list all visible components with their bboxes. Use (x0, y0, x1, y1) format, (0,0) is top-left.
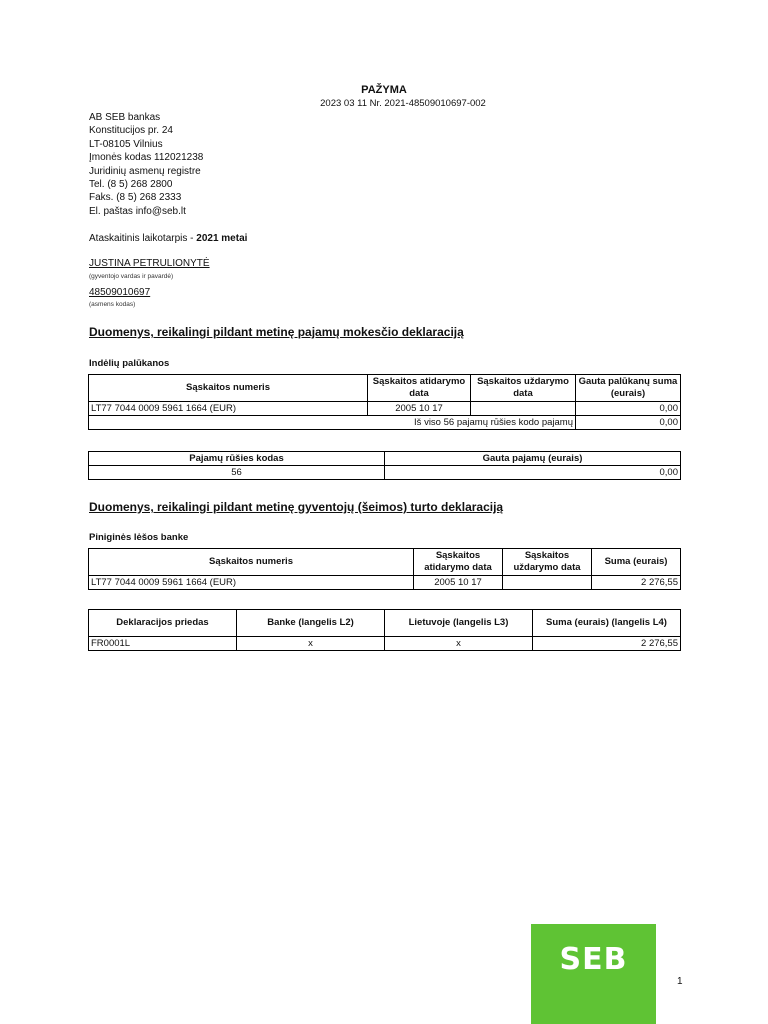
column-header: Banke (langelis L2) (237, 610, 385, 637)
issuer-line: LT-08105 Vilnius (89, 138, 163, 150)
issuer-line: Konstitucijos pr. 24 (89, 125, 173, 137)
table-header-row (89, 375, 681, 402)
account-number-cell: LT77 7044 0009 5961 1664 (EUR) (89, 576, 414, 590)
issuer-line: Tel. (8 5) 268 2800 (89, 179, 173, 191)
income-amount-cell: 0,00 (385, 466, 681, 480)
person-name: JUSTINA PETRULIONYTĖ (89, 258, 210, 269)
bank-mark-cell: x (237, 637, 385, 651)
column-header: Sąskaitos uždarymo data (503, 549, 592, 576)
total-value-cell: 0,00 (576, 416, 681, 430)
table-total-row (89, 416, 681, 430)
declaration-annex-table (88, 609, 681, 651)
income-code-table (88, 451, 681, 480)
balance-amount-cell: 2 276,55 (592, 576, 681, 590)
interest-table (88, 374, 681, 430)
table-row (89, 576, 681, 590)
table-header-row (89, 549, 681, 576)
period-label: Ataskaitinis laikotarpis - (89, 233, 197, 244)
table-row (89, 637, 681, 651)
income-code-cell: 56 (89, 466, 385, 480)
column-header: Suma (eurais) (langelis L4) (533, 610, 681, 637)
column-header: Deklaracijos priedas (89, 610, 237, 637)
table-row (89, 402, 681, 416)
lithuania-mark-cell: x (385, 637, 533, 651)
open-date-cell: 2005 10 17 (368, 402, 471, 416)
person-name-caption: (gyventojo vardas ir pavardė) (89, 273, 174, 280)
annex-code-cell: FR0001L (89, 637, 237, 651)
close-date-cell (471, 402, 576, 416)
issuer-line: AB SEB bankas (89, 112, 161, 123)
document-title: PAŽYMA (361, 84, 407, 96)
page-number: 1 (677, 976, 683, 987)
open-date-cell: 2005 10 17 (414, 576, 503, 590)
column-header: Lietuvoje (langelis L3) (385, 610, 533, 637)
issuer-address (89, 111, 203, 218)
interest-amount-cell: 0,00 (576, 402, 681, 416)
section-interest-subheading: Indėlių palūkanos (89, 358, 170, 369)
issuer-line: Faks. (8 5) 268 2333 (89, 192, 182, 204)
column-header: Suma (eurais) (592, 549, 681, 576)
issuer-line: El. paštas info@seb.lt (89, 205, 186, 217)
close-date-cell (503, 576, 592, 590)
column-header: Sąskaitos uždarymo data (471, 375, 576, 402)
column-header: Gauta pajamų (eurais) (385, 452, 681, 466)
issuer-line: Įmonės kodas 112021238 (89, 152, 204, 164)
column-header: Sąskaitos atidarymo data (368, 375, 471, 402)
column-header: Sąskaitos numeris (89, 375, 368, 402)
column-header: Gauta palūkanų suma (eurais) (576, 375, 681, 402)
annex-amount-cell: 2 276,55 (533, 637, 681, 651)
period-value: 2021 metai (196, 233, 248, 244)
section-assets-heading: Duomenys, reikalingi pildant metinę gyventojų (šeimos) turto deklaraciją (89, 500, 504, 514)
total-label-cell: Iš viso 56 pajamų rūšies kodo pajamų (89, 416, 576, 430)
bank-funds-table (88, 548, 681, 590)
column-header: Sąskaitos atidarymo data (414, 549, 503, 576)
table-row (89, 466, 681, 480)
section-funds-subheading: Piniginės lėšos banke (89, 532, 189, 543)
person-code-caption: (asmens kodas) (89, 301, 136, 308)
issuer-line: Juridinių asmenų registre (89, 165, 201, 177)
section-income-heading: Duomenys, reikalingi pildant metinę pajamų mokesčio deklaraciją (89, 325, 464, 339)
seb-logo (531, 924, 656, 1024)
seb-logo-text: SEB (559, 942, 628, 977)
account-number-cell: LT77 7044 0009 5961 1664 (EUR) (89, 402, 368, 416)
table-header-row (89, 452, 681, 466)
table-header-row (89, 610, 681, 637)
person-code: 48509010697 (89, 287, 151, 298)
document-number: 2023 03 11 Nr. 2021-48509010697-002 (320, 98, 486, 109)
reporting-period (89, 233, 247, 244)
column-header: Pajamų rūšies kodas (89, 452, 385, 466)
column-header: Sąskaitos numeris (89, 549, 414, 576)
